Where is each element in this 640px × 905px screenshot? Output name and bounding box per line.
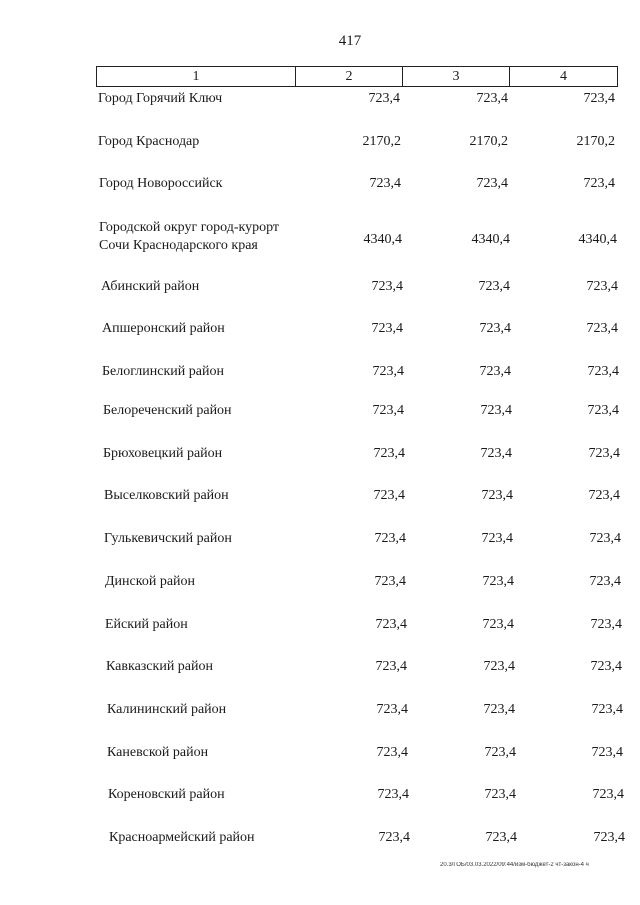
cell-col3: 723,4 — [481, 531, 513, 546]
cell-col2: 723,4 — [374, 531, 406, 546]
page-number: 417 — [338, 33, 362, 49]
cell-col3: 723,4 — [482, 574, 514, 589]
cell-col3: 2170,2 — [469, 134, 508, 149]
cell-col4: 723,4 — [588, 446, 620, 461]
cell-col4: 723,4 — [590, 617, 622, 632]
cell-col3: 723,4 — [485, 830, 517, 845]
cell-col2: 723,4 — [372, 364, 404, 379]
row-label: Белореченский район — [103, 403, 232, 418]
cell-col2: 723,4 — [377, 787, 409, 802]
cell-col4: 723,4 — [592, 787, 624, 802]
cell-col2: 723,4 — [375, 659, 407, 674]
row-label: Ейский район — [105, 617, 188, 632]
cell-col2: 723,4 — [376, 702, 408, 717]
cell-col3: 723,4 — [480, 403, 512, 418]
cell-col2: 723,4 — [376, 745, 408, 760]
cell-col3: 723,4 — [476, 91, 508, 106]
cell-col4: 723,4 — [591, 745, 623, 760]
row-label: Абинский район — [101, 279, 200, 294]
cell-col2: 723,4 — [373, 488, 405, 503]
row-label: Калининский район — [107, 702, 227, 717]
cell-col4: 723,4 — [586, 279, 618, 294]
cell-col3: 723,4 — [481, 488, 513, 503]
cell-col2: 723,4 — [371, 279, 403, 294]
row-label: Каневской район — [107, 745, 209, 760]
cell-col4: 723,4 — [590, 659, 622, 674]
column-header-2: 2 — [296, 67, 403, 86]
cell-col3: 723,4 — [483, 659, 515, 674]
cell-col4: 723,4 — [589, 574, 621, 589]
cell-col3: 723,4 — [479, 321, 511, 336]
row-label: Кореновский район — [108, 787, 225, 802]
cell-col4: 723,4 — [586, 321, 618, 336]
cell-col3: 723,4 — [483, 702, 515, 717]
row-label: Город Новороссийск — [99, 176, 223, 191]
cell-col3: 723,4 — [484, 745, 516, 760]
cell-col2: 723,4 — [374, 574, 406, 589]
row-label: Динской район — [105, 574, 196, 589]
cell-col2: 723,4 — [378, 830, 410, 845]
row-label: Городской округ город-курорт — [99, 220, 280, 235]
cell-col2: 723,4 — [371, 321, 403, 336]
document-footer-code: 20.3/ГОБ/03.03.2022/09:44/изм-бюджет-2 чт-закон-4 ч — [440, 862, 589, 868]
row-label: Выселковский район — [104, 488, 229, 503]
cell-col4: 723,4 — [593, 830, 625, 845]
column-header-4: 4 — [560, 68, 567, 84]
cell-col2: 723,4 — [368, 91, 400, 106]
cell-col4: 723,4 — [589, 531, 621, 546]
cell-col3: 723,4 — [476, 176, 508, 191]
row-label: Апшеронский район — [102, 321, 225, 336]
row-label: Гулькевичский район — [104, 531, 232, 546]
cell-col2: 723,4 — [372, 403, 404, 418]
table-column-header — [96, 66, 618, 87]
row-label: Кавказский район — [106, 659, 214, 674]
row-label: Белоглинский район — [102, 364, 224, 379]
row-label: Город Краснодар — [98, 134, 200, 149]
cell-col4: 2170,2 — [576, 134, 615, 149]
row-label: Город Горячий Ключ — [98, 91, 223, 106]
cell-col4: 723,4 — [591, 702, 623, 717]
cell-col3: 723,4 — [482, 617, 514, 632]
cell-col4: 723,4 — [588, 488, 620, 503]
cell-col4: 723,4 — [587, 364, 619, 379]
cell-col4: 723,4 — [583, 176, 615, 191]
cell-col4: 723,4 — [587, 403, 619, 418]
cell-col2: 723,4 — [375, 617, 407, 632]
cell-col2: 4340,4 — [363, 232, 402, 247]
cell-col3: 4340,4 — [471, 232, 510, 247]
cell-col3: 723,4 — [478, 279, 510, 294]
row-label-continued: Сочи Краснодарского края — [99, 238, 258, 253]
row-label: Брюховецкий район — [103, 446, 223, 461]
cell-col3: 723,4 — [484, 787, 516, 802]
cell-col3: 723,4 — [480, 446, 512, 461]
cell-col4: 4340,4 — [578, 232, 617, 247]
cell-col4: 723,4 — [583, 91, 615, 106]
cell-col2: 2170,2 — [362, 134, 401, 149]
row-label: Красноармейский район — [109, 830, 255, 845]
cell-col3: 723,4 — [479, 364, 511, 379]
cell-col2: 723,4 — [373, 446, 405, 461]
column-header-3: 3 — [403, 67, 510, 86]
column-header-1: 1 — [97, 67, 296, 86]
cell-col2: 723,4 — [369, 176, 401, 191]
